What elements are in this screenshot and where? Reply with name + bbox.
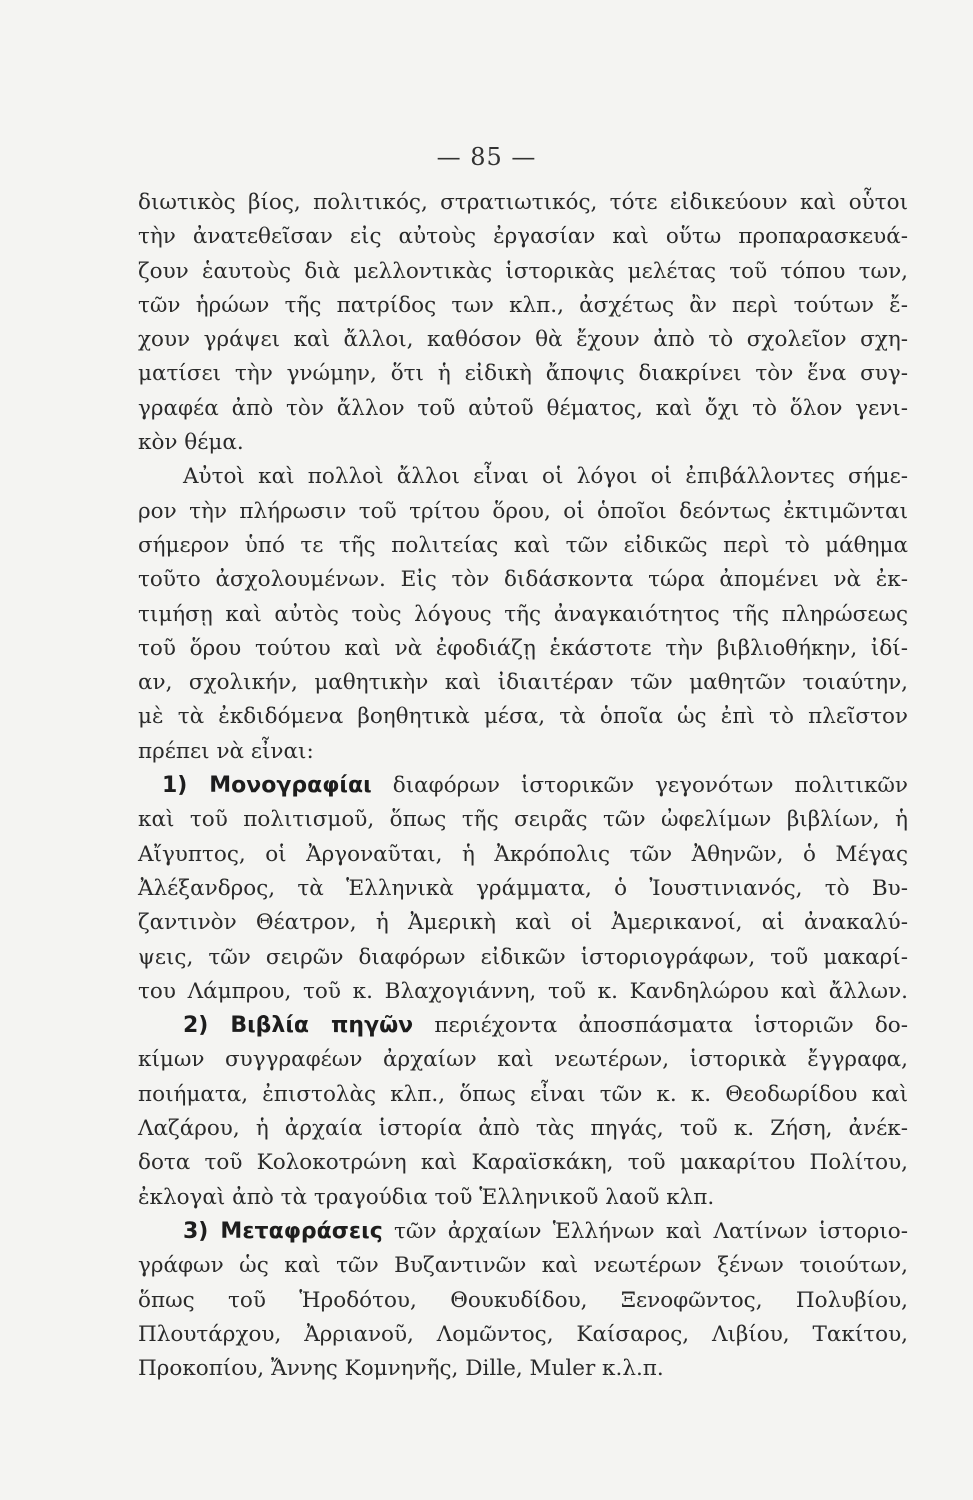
text-line: ὅπως τοῦ Ἡροδότου, Θουκυδίδου, Ξενοφῶντος, Πολυβίου, [138, 1287, 908, 1313]
text-line: χουν γράψει καὶ ἄλλοι, καθόσον θὰ ἔχουν ἀπὸ τὸ σχολεῖον σχη- [138, 327, 908, 353]
text-line: ζουν ἑαυτοὺς διὰ μελλοντικὰς ἱστορικὰς μελέτας τοῦ τόπου των, [138, 258, 908, 284]
body-text [138, 186, 908, 1386]
list-item-3-text: τῶν ἀρχαίων Ἑλλήνων καὶ Λατίνων ἱστοριο- [382, 1218, 908, 1244]
text-line: του Λάμπρου, τοῦ κ. Βλαχογιάννη, τοῦ κ. Κανδηλώρου καὶ ἄλλων. [138, 978, 908, 1004]
text-line: κὸν θέμα. [138, 430, 244, 456]
list-item-2-heading: 2) Βιβλία πηγῶν [183, 1013, 414, 1039]
text-line: Προκοπίου, Ἄννης Κομνηνῆς, Dille, Muler κ.λ.π. [138, 1356, 664, 1382]
text-line: γράφων ὡς καὶ τῶν Βυζαντινῶν καὶ νεωτέρων ξένων τοιούτων, [138, 1253, 908, 1279]
text-line: τῶν ἡρώων τῆς πατρίδος των κλπ., ἀσχέτως ἂν περὶ τούτων ἔ- [138, 292, 908, 318]
text-line: πρέπει νὰ εἶναι: [138, 738, 314, 764]
text-line: τοῦτο ἀσχολουμένων. Εἰς τὸν διδάσκοντα τώρα ἀπομένει νὰ ἐκ- [138, 567, 908, 593]
text-line: κίμων συγγραφέων ἀρχαίων καὶ νεωτέρων, ἱστορικὰ ἔγγραφα, [138, 1047, 908, 1073]
text-line: ἐκλογαὶ ἀπὸ τὰ τραγούδια τοῦ Ἑλληνικοῦ λαοῦ κλπ. [138, 1184, 715, 1210]
text-line: ζαντινὸν Θέατρον, ἡ Ἀμερικὴ καὶ οἱ Ἀμερικανοί, αἱ ἀνακαλύ- [138, 910, 908, 936]
text-line: μὲ τὰ ἐκδιδόμενα βοηθητικὰ μέσα, τὰ ὁποῖα ὡς ἐπὶ τὸ πλεῖστον [138, 704, 908, 730]
text-line: αν, σχολικήν, μαθητικὴν καὶ ἰδιαιτέραν τῶν μαθητῶν τοιαύτην, [138, 670, 908, 696]
list-item-3-heading: 3) Μεταφράσεις [183, 1218, 383, 1244]
text-line: διωτικὸς βίος, πολιτικός, στρατιωτικός, τότε εἰδικεύουν καὶ οὗτοι [138, 190, 908, 215]
text-line: Πλουτάρχου, Ἀρριανοῦ, Λομῶντος, Καίσαρος, Λιβίου, Τακίτου, [138, 1321, 908, 1347]
text-line: ψεις, τῶν σειρῶν διαφόρων εἰδικῶν ἱστοριογράφων, τοῦ μακαρί- [138, 944, 908, 970]
list-item-3-first-line [138, 1215, 908, 1249]
text-line: ματίσει τὴν γνώμην, ὅτι ἡ εἰδικὴ ἄποψις διακρίνει τὸν ἕνα συγ- [138, 361, 908, 387]
list-item-1-first-line [138, 769, 908, 803]
list-item-2-first-line [138, 1009, 908, 1043]
text-line: ρον τὴν πλήρωσιν τοῦ τρίτου ὅρου, οἱ ὁποῖοι δεόντως ἐκτιμῶνται [138, 498, 908, 524]
text-line: σήμερον ὑπό τε τῆς πολιτείας καὶ τῶν εἰδικῶς περὶ τὸ μάθημα [138, 532, 908, 558]
page-number: — 85 — [436, 143, 537, 171]
list-item-1-text: διαφόρων ἱστορικῶν γεγονότων πολιτικῶν [371, 773, 908, 799]
text-line: Αἴγυπτος, οἱ Ἀργοναῦται, ἡ Ἀκρόπολις τῶν Ἀθηνῶν, ὁ Μέγας [138, 841, 908, 867]
text-line: Ἀλέξανδρος, τὰ Ἑλληνικὰ γράμματα, ὁ Ἰουστινιανός, τὸ Βυ- [138, 875, 908, 901]
text-line: ποιήματα, ἐπιστολὰς κλπ., ὅπως εἶναι τῶν κ. κ. Θεοδωρίδου καὶ [138, 1081, 908, 1107]
text-line: τὴν ἀνατεθεῖσαν εἰς αὐτοὺς ἐργασίαν καὶ οὕτω προπαρασκευά- [138, 224, 908, 250]
text-line: καὶ τοῦ πολιτισμοῦ, ὅπως τῆς σειρᾶς τῶν ὠφελίμων βιβλίων, ἡ [138, 807, 908, 833]
text-line: τοῦ ὅρου τούτου καὶ νὰ ἐφοδιάζῃ ἑκάστοτε τὴν βιβλιοθήκην, ἰδί- [138, 635, 908, 661]
text-line: δοτα τοῦ Κολοκοτρώνη καὶ Καραϊσκάκη, τοῦ μακαρίτου Πολίτου, [138, 1150, 908, 1176]
list-item-2-text: περιέχοντα ἀποσπάσματα ἱστοριῶν δο- [413, 1013, 908, 1039]
text-line: τιμήσῃ καὶ αὐτὸς τοὺς λόγους τῆς ἀναγκαιότητος τῆς πληρώσεως [138, 601, 908, 627]
list-item-1-heading: 1) Μονογραφίαι [162, 773, 372, 799]
text-line: γραφέα ἀπὸ τὸν ἄλλον τοῦ αὐτοῦ θέματος, καὶ ὄχι τὸ ὅλον γενι- [138, 395, 908, 421]
paragraph-start-line: Αὐτοὶ καὶ πολλοὶ ἄλλοι εἶναι οἱ λόγοι οἱ ἐπιβάλλοντες σήμε- [183, 464, 908, 490]
text-line: Λαζάρου, ἡ ἀρχαία ἱστορία ἀπὸ τὰς πηγάς, τοῦ κ. Ζήση, ἀνέκ- [138, 1116, 908, 1142]
